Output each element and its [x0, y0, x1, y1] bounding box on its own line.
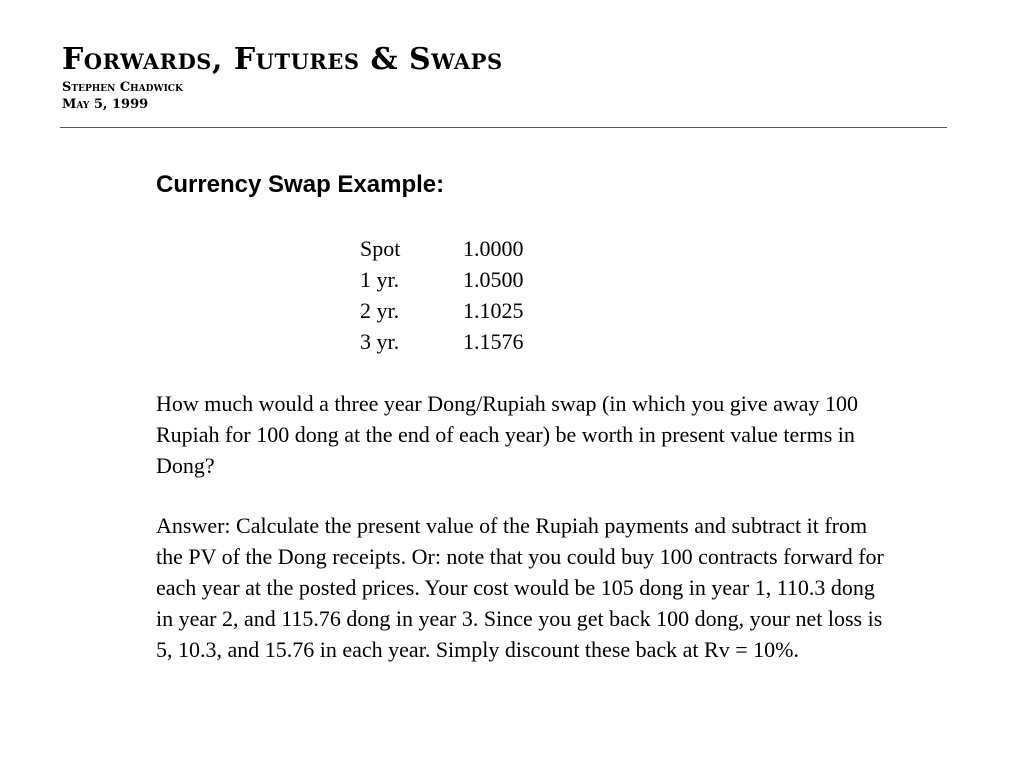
table-row: [360, 295, 524, 326]
question-paragraph: How much would a three year Dong/Rupiah swap (in which you give away 100 Rupiah for 100 dong at the end of each year) be worth in present value terms in Dong?: [156, 391, 859, 478]
tenor-label: 2 yr.: [360, 298, 400, 323]
header-divider: [60, 127, 947, 128]
tenor-label: 1 yr.: [360, 267, 400, 292]
table-row: [360, 326, 524, 357]
rate-value: 1.1025: [463, 298, 524, 323]
tenor-label: Spot: [360, 236, 401, 261]
rate-value: 1.0000: [463, 236, 524, 261]
rate-value: 1.0500: [463, 267, 524, 292]
author-name: Stephen Chadwick: [62, 80, 183, 95]
content-heading: Currency Swap Example:: [156, 171, 445, 198]
rate-value: 1.1576: [463, 329, 524, 354]
table-row: [360, 264, 524, 295]
answer-paragraph: Answer: Calculate the present value of the Rupiah payments and subtract it from the PV of the Dong receipts. Or: note that you could buy 100 contracts forward for each year at the posted prices. Your cost would be 105 dong in year 1, 110.3 dong in year 2, and 115.76 dong in year 3. Since you get back 100 dong, your net loss is 5, 10.3, and 15.76 in each year. Simply discount these back at Rv = 10%.: [156, 513, 884, 662]
slide-title: Forwards, Futures & Swaps: [62, 42, 503, 77]
tenor-label: 3 yr.: [360, 329, 400, 354]
table-row: [360, 233, 524, 264]
exchange-rate-table: [360, 233, 524, 357]
slide-date: May 5, 1999: [62, 97, 149, 112]
